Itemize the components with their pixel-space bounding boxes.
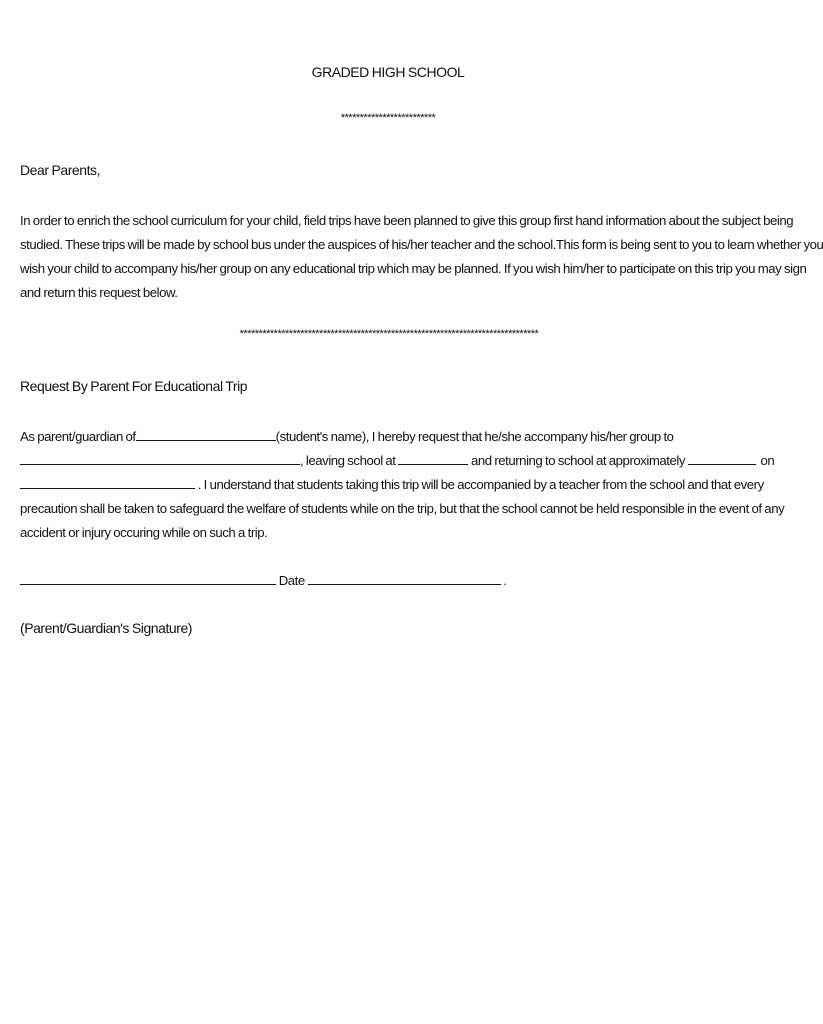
divider-short: ************************* [340, 112, 436, 124]
request-paragraph [20, 425, 785, 545]
request-line-5: accident or injury occuring while on such a trip. [20, 525, 268, 540]
intro-paragraph [20, 209, 823, 305]
request-text: , leaving school at [300, 453, 396, 468]
leaving-time-blank[interactable] [398, 452, 468, 465]
request-heading: Request By Parent For Educational Trip [20, 378, 248, 394]
intro-line: studied. These trips will be made by school bus under the auspices of his/her teacher and the school.This form is being sent to you to learn whether you [20, 237, 823, 252]
date-label: Date [278, 573, 305, 588]
divider-long: ******************************************************************************* [239, 328, 539, 340]
trip-date-blank[interactable] [20, 476, 195, 489]
intro-line: In order to enrich the school curriculum for your child, field trips have been planned to give this group first hand information about the subject being [20, 213, 794, 228]
request-line-1 [20, 425, 760, 449]
request-line-4: precaution shall be taken to safeguard the welfare of students while on the trip, but that the school cannot be held responsible in the event of any [20, 501, 785, 516]
request-text: As parent/guardian of [20, 429, 136, 444]
signature-blank[interactable] [20, 572, 276, 585]
request-text: . I understand that students taking this trip will be accompanied by a teacher from the school and that every [197, 477, 764, 492]
request-text: on [760, 453, 775, 468]
intro-line: wish your child to accompany his/her group on any educational trip which may be planned. If you wish him/her to participate on this trip you may sign [20, 261, 807, 276]
request-text: and returning to school at approximately [470, 453, 686, 468]
request-line-2 [20, 449, 775, 473]
school-title: GRADED HIGH SCHOOL [311, 64, 465, 80]
signature-row [20, 572, 506, 588]
request-line-3 [20, 473, 764, 497]
date-blank[interactable] [308, 572, 501, 585]
destination-blank[interactable] [20, 452, 300, 465]
intro-line: and return this request below. [20, 285, 178, 300]
salutation: Dear Parents, [20, 162, 101, 178]
request-text: (student's name), I hereby request that he/she accompany his/her group to [275, 429, 674, 444]
signature-row-end: . [503, 573, 507, 588]
signature-caption: (Parent/Guardian's Signature) [20, 620, 192, 636]
student-name-blank[interactable] [136, 428, 276, 441]
return-time-blank[interactable] [688, 452, 756, 465]
